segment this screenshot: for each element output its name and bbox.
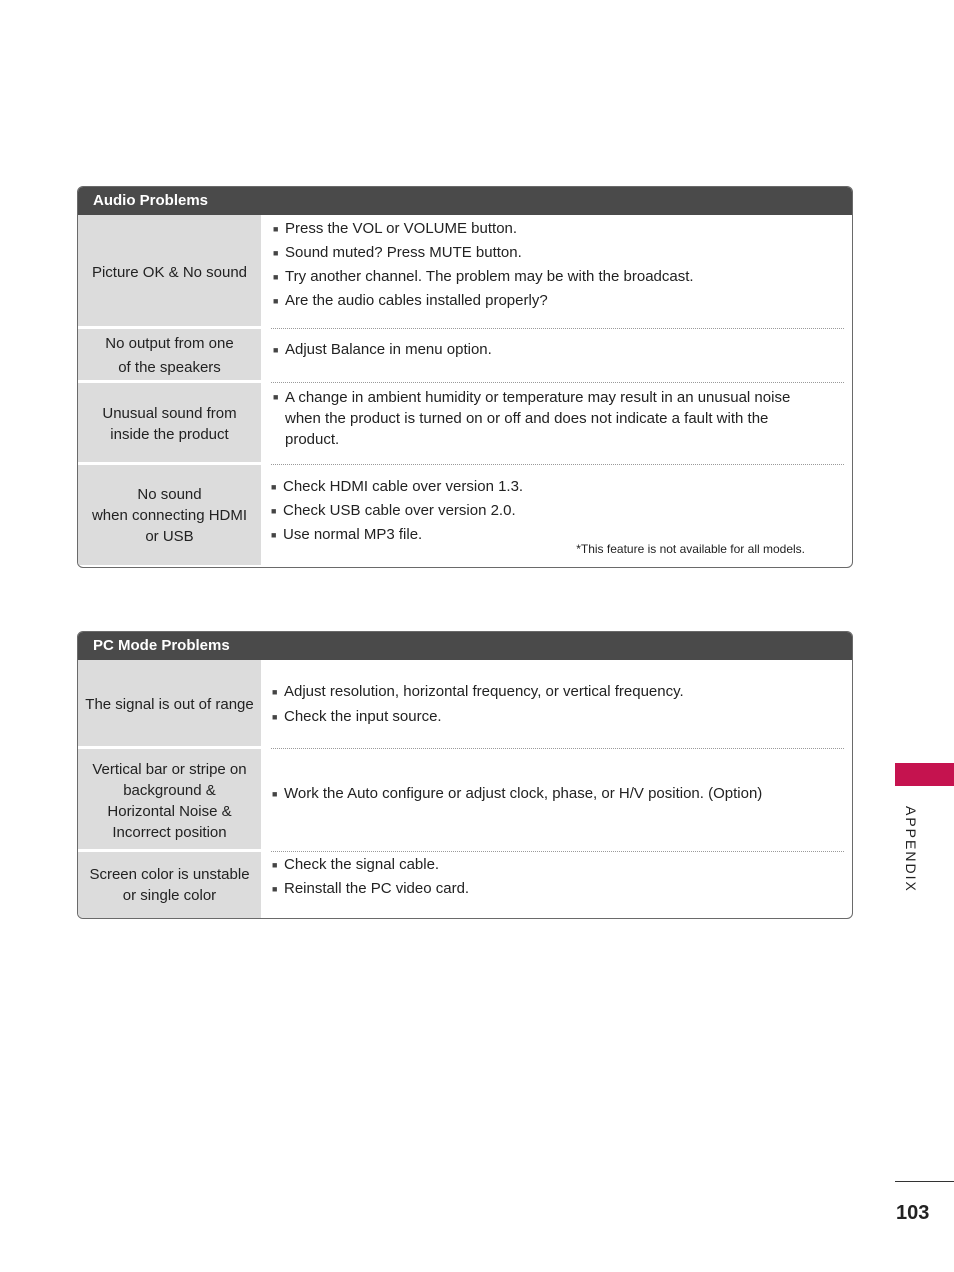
bullet-square-icon: ■ <box>272 687 278 697</box>
solution-item: ■ Sound muted? Press MUTE button. <box>273 241 822 265</box>
solution-item: ■ Check the input source. <box>272 705 822 729</box>
appendix-label: APPENDIX <box>903 806 919 893</box>
bullet-square-icon: ■ <box>271 506 277 516</box>
solution-list <box>272 853 822 901</box>
availability-note: *This feature is not available for all models. <box>576 542 805 556</box>
issue-label: Screen color is unstable or single color <box>78 852 261 918</box>
solution-item: ■ Try another channel. The problem may be with the broadcast. <box>273 265 822 289</box>
solution-list <box>273 387 822 450</box>
solution-item: ■ Work the Auto configure or adjust clock, phase, or H/V position. (Option) <box>272 782 822 806</box>
solution-item: ■ Press the VOL or VOLUME button. <box>273 217 822 241</box>
solution-list <box>272 782 822 806</box>
solution-list <box>273 217 822 313</box>
pc-mode-problems-header: PC Mode Problems <box>78 632 852 660</box>
solution-item: ■ Use normal MP3 file. <box>271 523 822 547</box>
issue-label: The signal is out of range <box>78 660 261 749</box>
bullet-square-icon: ■ <box>273 392 279 402</box>
bullet-square-icon: ■ <box>272 789 278 799</box>
audio-row-unusual-sound <box>78 383 852 465</box>
pc-mode-problems-table <box>77 631 853 919</box>
bullet-square-icon: ■ <box>273 345 279 355</box>
solution-item: ■ Check HDMI cable over version 1.3. <box>271 475 822 499</box>
solution-item: ■ A change in ambient humidity or temperature may result in an unusual noise when the product is turned on or off and does not indicate a fault with the product. <box>273 389 791 448</box>
solution-item: ■ Adjust Balance in menu option. <box>273 338 822 362</box>
audio-row-picture-ok-no-sound <box>78 215 852 329</box>
bullet-square-icon: ■ <box>271 530 277 540</box>
appendix-section-tab <box>895 763 954 786</box>
solution-item: ■ Check the signal cable. <box>272 853 822 877</box>
issue-label: No sound when connecting HDMI or USB <box>78 465 261 565</box>
bullet-square-icon: ■ <box>273 272 279 282</box>
audio-problems-header: Audio Problems <box>78 187 852 215</box>
bullet-square-icon: ■ <box>272 712 278 722</box>
solution-item: ■ Check USB cable over version 2.0. <box>271 499 822 523</box>
solution-list <box>271 475 822 547</box>
solution-item: ■ Adjust resolution, horizontal frequency, or vertical frequency. <box>272 680 822 704</box>
bullet-square-icon: ■ <box>271 482 277 492</box>
pc-row-screen-color-unstable <box>78 852 852 918</box>
issue-label: Unusual sound from inside the product <box>78 383 261 465</box>
bullet-square-icon: ■ <box>273 296 279 306</box>
issue-label: Picture OK & No sound <box>78 215 261 329</box>
audio-problems-table <box>77 186 853 568</box>
solution-list <box>272 680 822 729</box>
bullet-square-icon: ■ <box>272 884 278 894</box>
audio-row-no-output-speakers <box>78 329 852 383</box>
issue-label: Vertical bar or stripe on background & Horizontal Noise & Incorrect position <box>78 749 261 852</box>
bullet-square-icon: ■ <box>272 860 278 870</box>
solution-item: ■ Reinstall the PC video card. <box>272 877 822 901</box>
page-number-rule <box>895 1181 954 1182</box>
audio-row-no-sound-hdmi-usb <box>78 465 852 565</box>
bullet-square-icon: ■ <box>273 224 279 234</box>
pc-row-signal-out-of-range <box>78 660 852 749</box>
bullet-square-icon: ■ <box>273 248 279 258</box>
solution-list <box>273 338 822 362</box>
solution-item: ■ Are the audio cables installed properly? <box>273 289 822 313</box>
page-number: 103 <box>896 1202 930 1224</box>
pc-row-vertical-bar-stripe <box>78 749 852 852</box>
issue-label: No output from one of the speakers <box>78 329 261 383</box>
